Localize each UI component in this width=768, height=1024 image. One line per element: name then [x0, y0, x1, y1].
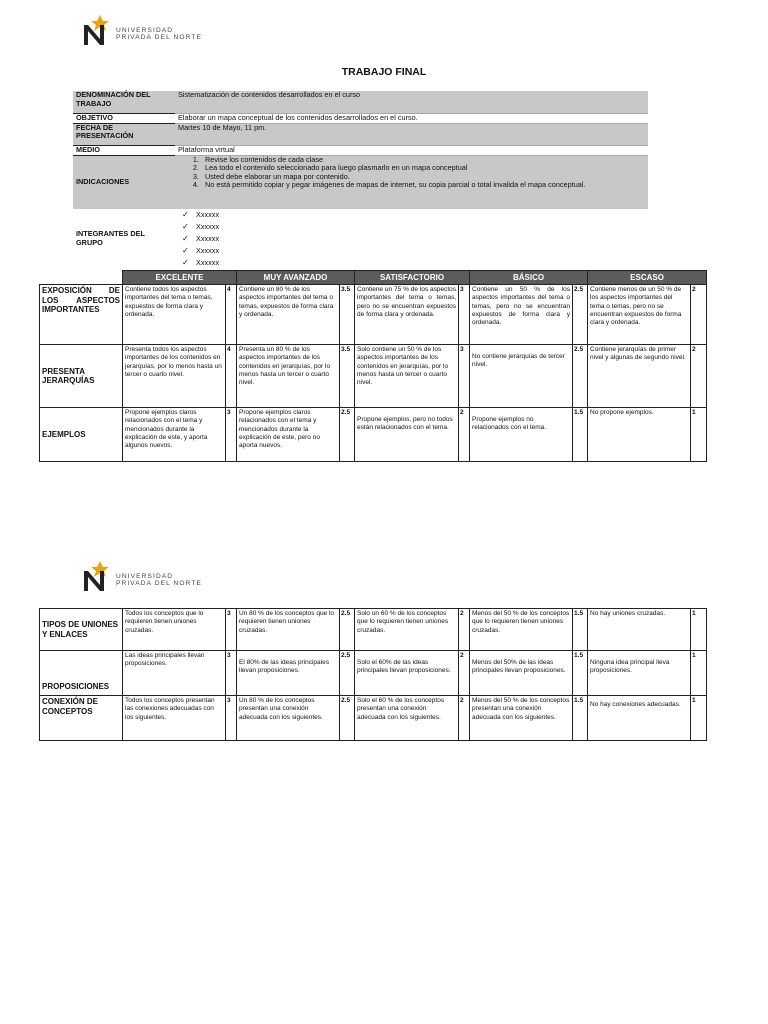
level-score: 1 — [691, 408, 707, 462]
info-table — [73, 91, 648, 269]
level-text: Solo el 60% de las ideas principales llevan proposiciones. — [355, 651, 459, 696]
level-text: Propone ejemplos claros relacionados con el tema y mencionados durante la explicación de este, y aporta algunos nuevos. — [123, 408, 226, 462]
level-score: 3 — [459, 285, 470, 345]
upn-logo-icon — [82, 560, 112, 594]
criterion-cell: EJEMPLOS — [40, 408, 123, 462]
header-blank — [40, 271, 123, 285]
level-score: 2 — [691, 285, 707, 345]
level-score: 2.5 — [340, 696, 355, 741]
rubric-table-2 — [39, 608, 707, 741]
level-text: Ninguna idea principal lleva proposiciones. — [588, 651, 691, 696]
level-text: No hay conexiones adecuadas. — [588, 696, 691, 741]
fecha-label: FECHA DE PRESENTACIÓN — [73, 123, 175, 145]
table-row — [40, 609, 707, 651]
table-row — [40, 696, 707, 741]
level-score: 2.5 — [573, 345, 588, 408]
level-score: 4 — [226, 345, 237, 408]
level-text: Contiene todos los aspectos importantes del tema o temas, expuestos de forma clara y ordenada. — [123, 285, 226, 345]
level-text: Presenta todos los aspectos importantes de los contenidos en jerarquías, por lo menos hasta un tercer o cuarto nivel. — [123, 345, 226, 408]
level-text: Contiene un 50 % de los aspectos importantes del tema o temas, pero no se encuentran expuestos de forma clara y ordenada. — [470, 285, 573, 345]
integrantes-list — [175, 209, 648, 269]
medio-value: Plataforma virtual — [175, 145, 648, 155]
level-text: Menos del 50 % de los conceptos que lo requieren tienen uniones cruzadas. — [470, 609, 573, 651]
integrante-item: ✓ Xxxxxx — [182, 221, 220, 231]
criterion-cell: PROPOSICIONES — [40, 651, 123, 696]
logo-text: UNIVERSIDAD PRIVADA DEL NORTE — [116, 573, 202, 587]
integrante-item: ✓ Xxxxxx — [182, 233, 220, 243]
table-row — [40, 345, 707, 408]
header-basico: BÁSICO — [470, 271, 588, 285]
level-text: No hay uniones cruzadas. — [588, 609, 691, 651]
level-score: 2 — [459, 651, 470, 696]
level-text: Un 80 % de los conceptos presentan una conexión adecuada con los siguientes. — [237, 696, 340, 741]
indicaciones-label: INDICACIONES — [73, 155, 175, 209]
university-logo — [82, 560, 212, 594]
level-text: No propone ejemplos. — [588, 408, 691, 462]
level-score: 3 — [226, 609, 237, 651]
denominacion-value: Sistematización de contenidos desarrollados en el curso — [175, 91, 648, 113]
integrante-item: ✓ Xxxxxx — [182, 245, 220, 255]
level-score: 2.5 — [340, 408, 355, 462]
check-icon: ✓ — [182, 233, 189, 243]
rubric-table — [39, 270, 707, 462]
level-score: 2 — [459, 408, 470, 462]
indicacion-item: 4. No está permitido copiar y pegar imágenes de mapas de internet, su copia parcial o total invalida el mapa conceptual. — [201, 181, 645, 190]
level-text: Un 80 % de los conceptos que lo requieren tienen uniones cruzadas. — [237, 609, 340, 651]
level-text: Solo el 60 % de los conceptos presentan una conexión adecuada con los siguientes. — [355, 696, 459, 741]
level-text: No contiene jerarquías de tercer nivel. — [470, 345, 573, 408]
level-score: 3 — [226, 408, 237, 462]
level-score: 2.5 — [340, 609, 355, 651]
indicaciones-list — [175, 155, 648, 209]
level-score: 3 — [226, 651, 237, 696]
level-score: 1 — [691, 651, 707, 696]
level-text: Contiene jerarquías de primer nivel y algunas de segundo nivel. — [588, 345, 691, 408]
level-text: Contiene un 75 % de los aspectos importantes del tema o temas, pero no se encuentran expuestos de forma clara y ordenada. — [355, 285, 459, 345]
level-text: Menos del 50 % de los conceptos presentan una conexión adecuada con los siguientes. — [470, 696, 573, 741]
check-icon: ✓ — [182, 210, 189, 219]
level-score: 2 — [459, 609, 470, 651]
level-score: 3.5 — [340, 345, 355, 408]
level-score: 2.5 — [573, 285, 588, 345]
denominacion-label: DENOMINACIÓN DEL TRABAJO — [73, 91, 175, 113]
level-score: 2 — [691, 345, 707, 408]
level-score: 1.5 — [573, 408, 588, 462]
medio-label: MEDIO — [73, 145, 175, 155]
page-title: TRABAJO FINAL — [341, 66, 427, 78]
level-text: Presenta un 80 % de los aspectos importantes de los contenidos en jerarquías, por lo menos hasta un tercer o cuarto nivel. — [237, 345, 340, 408]
level-text: Todos los conceptos presentan las conexiones adecuadas con los siguientes. — [123, 696, 226, 741]
level-text: Propone ejemplos, pero no todos están relacionados con el tema. — [355, 408, 459, 462]
indicacion-item: 1. Revise los contenidos de cada clase — [201, 156, 645, 165]
indicacion-item: 3. Usted debe elaborar un mapa por contenido. — [201, 173, 645, 182]
level-text: Todos los conceptos que lo requieren tienen uniones cruzadas. — [123, 609, 226, 651]
integrantes-label: INTEGRANTES DEL GRUPO — [73, 209, 175, 269]
objetivo-label: OBJETIVO — [73, 113, 175, 123]
table-row — [40, 285, 707, 345]
logo-text: UNIVERSIDAD PRIVADA DEL NORTE — [116, 27, 202, 41]
criterion-cell: CONEXIÓN DE CONCEPTOS — [40, 696, 123, 741]
indicacion-item: 2. Lea todo el contenido seleccionado para luego plasmarlo en un mapa conceptual — [201, 164, 645, 173]
level-score: 3 — [226, 696, 237, 741]
header-excelente: EXCELENTE — [123, 271, 237, 285]
fecha-value: Martes 10 de Mayo, 11 pm. — [175, 123, 648, 145]
objetivo-value: Elaborar un mapa conceptual de los contenidos desarrollados en el curso. — [175, 113, 648, 123]
level-score: 2.5 — [340, 651, 355, 696]
level-score: 2 — [459, 696, 470, 741]
university-logo — [82, 14, 212, 48]
level-score: 1.5 — [573, 696, 588, 741]
level-text: Propone ejemplos claros relacionados con el tema y mencionados durante la explicación de este, pero no aporta nuevos. — [237, 408, 340, 462]
level-text: Solo un 60 % de los conceptos que lo requieren tienen uniones cruzadas. — [355, 609, 459, 651]
level-text: Las ideas principales llevan proposiciones. — [123, 651, 226, 696]
table-row — [40, 651, 707, 696]
level-score: 3.5 — [340, 285, 355, 345]
level-text: El 80% de las ideas principales llevan proposiciones. — [237, 651, 340, 696]
level-score: 1.5 — [573, 609, 588, 651]
level-score: 4 — [226, 285, 237, 345]
level-text: Menos del 50% de las ideas principales llevan proposiciones. — [470, 651, 573, 696]
check-icon: ✓ — [182, 245, 189, 255]
level-text: Contiene menos de un 50 % de los aspectos importantes del tema o temas, pero no se encuentran expuestos de forma clara y ordenada. — [588, 285, 691, 345]
level-text: Contiene un 80 % de los aspectos importantes del tema o temas, expuestos de forma clara y ordenada. — [237, 285, 340, 345]
check-icon: ✓ — [182, 221, 189, 231]
header-muy-avanzado: MUY AVANZADO — [237, 271, 355, 285]
level-text: Propone ejemplos no relacionados con el tema. — [470, 408, 573, 462]
table-row — [40, 408, 707, 462]
integrante-item: ✓ Xxxxxx — [182, 210, 220, 219]
level-score: 1 — [691, 696, 707, 741]
criterion-cell: TIPOS DE UNIONES Y ENLACES — [40, 609, 123, 651]
level-score: 3 — [459, 345, 470, 408]
level-score: 1.5 — [573, 651, 588, 696]
check-icon: ✓ — [182, 257, 189, 267]
criterion-cell: PRESENTA JERARQUÍAS — [40, 345, 123, 408]
header-escaso: ESCASO — [588, 271, 707, 285]
level-score: 1 — [691, 609, 707, 651]
upn-logo-icon — [82, 14, 112, 48]
header-satisfactorio: SATISFACTORIO — [355, 271, 470, 285]
integrante-item: ✓ Xxxxxx — [182, 257, 220, 267]
level-text: Solo contiene un 50 % de los aspectos importantes de los contenidos en jerarquías, por lo menos hasta un tercer o cuarto nivel. — [355, 345, 459, 408]
criterion-cell: EXPOSICIÓN DE LOS ASPECTOS IMPORTANTES — [40, 285, 123, 345]
